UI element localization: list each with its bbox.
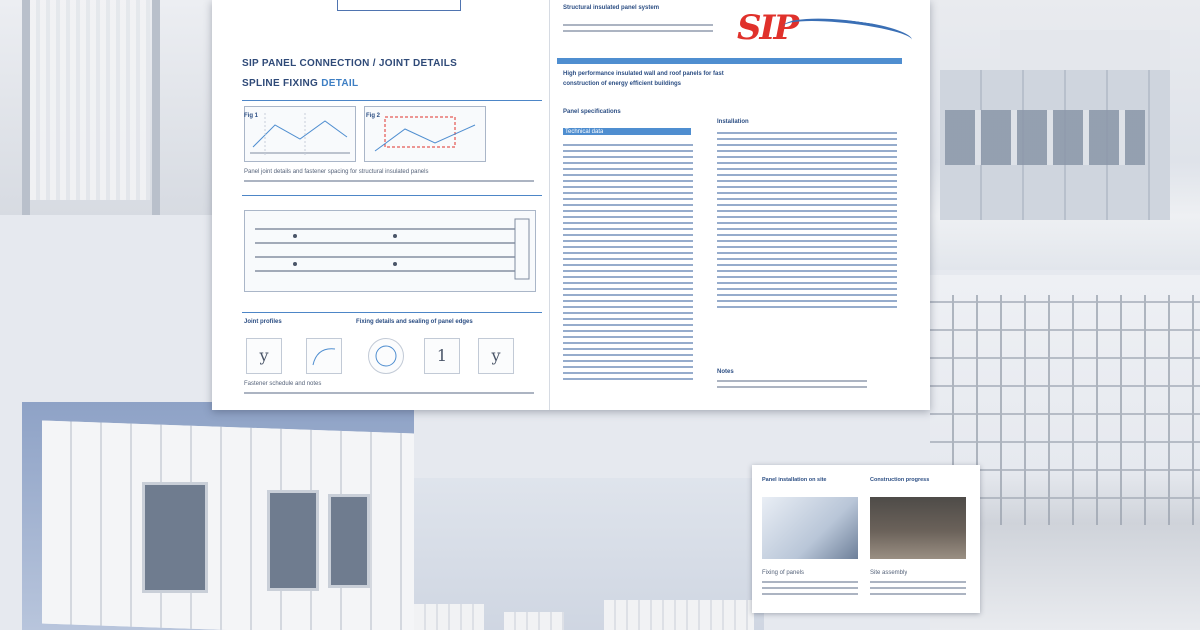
para-heading: Installation [717, 119, 749, 125]
blue-intro-1: High performance insulated wall and roof panels for fast [563, 71, 724, 77]
logo-swoosh [781, 11, 913, 56]
profile-thumbnail-1: y [246, 338, 282, 374]
stacked-panels-photo [414, 478, 764, 630]
technical-datasheet [212, 0, 930, 410]
profile-thumbnail-5: y [478, 338, 514, 374]
inset-photo-left [762, 497, 858, 559]
panel-wall-with-windows-photo [22, 402, 414, 630]
foam-panel-closeup-photo [0, 0, 215, 215]
notes-heading: Notes [717, 369, 734, 375]
caption-row: Panel joint details and fastener spacing for structural insulated panels [244, 169, 429, 175]
highlight-bar-label: Technical data [565, 129, 604, 135]
profile-thumbnail-4: 1 [424, 338, 460, 374]
footer-caption: Fastener schedule and notes [244, 381, 322, 387]
sub-heading: Panel specifications [563, 109, 621, 115]
blue-intro-2: construction of energy efficient buildings [563, 81, 682, 87]
left-heading-line1: SIP PANEL CONNECTION / JOINT DETAILS [242, 58, 458, 69]
header-blue-bar [557, 58, 902, 64]
datasheet-right-column [557, 0, 917, 410]
panel-section-drawing [244, 210, 536, 292]
profile-thumbnail-2 [306, 338, 342, 374]
inset-photo-right [870, 497, 966, 559]
joint-diagram-2 [364, 106, 486, 162]
datasheet-left-column [234, 0, 544, 410]
thumbnails-caption-b: Fixing details and sealing of panel edges [356, 319, 473, 325]
inset-head-right: Construction progress [870, 477, 930, 483]
left-heading-line2: SPLINE FIXING DETAIL [242, 78, 359, 89]
fig-label-b: Fig 2 [366, 113, 381, 119]
building-under-construction-photo [930, 0, 1200, 270]
header-box [337, 0, 461, 11]
column-divider [549, 0, 550, 410]
thumbnails-caption-a: Joint profiles [244, 319, 282, 325]
intro-line: Structural insulated panel system [563, 5, 660, 11]
profile-thumbnail-3 [368, 338, 404, 374]
joint-diagram-1 [244, 106, 356, 162]
sip-logo: SIP [737, 8, 798, 48]
fig-label-a: Fig 1 [244, 113, 259, 119]
inset-caption-right: Site assembly [870, 570, 908, 576]
inset-caption-left: Fixing of panels [762, 570, 805, 576]
inset-head-left: Panel installation on site [762, 477, 827, 483]
inset-photo-sheet [752, 465, 980, 613]
